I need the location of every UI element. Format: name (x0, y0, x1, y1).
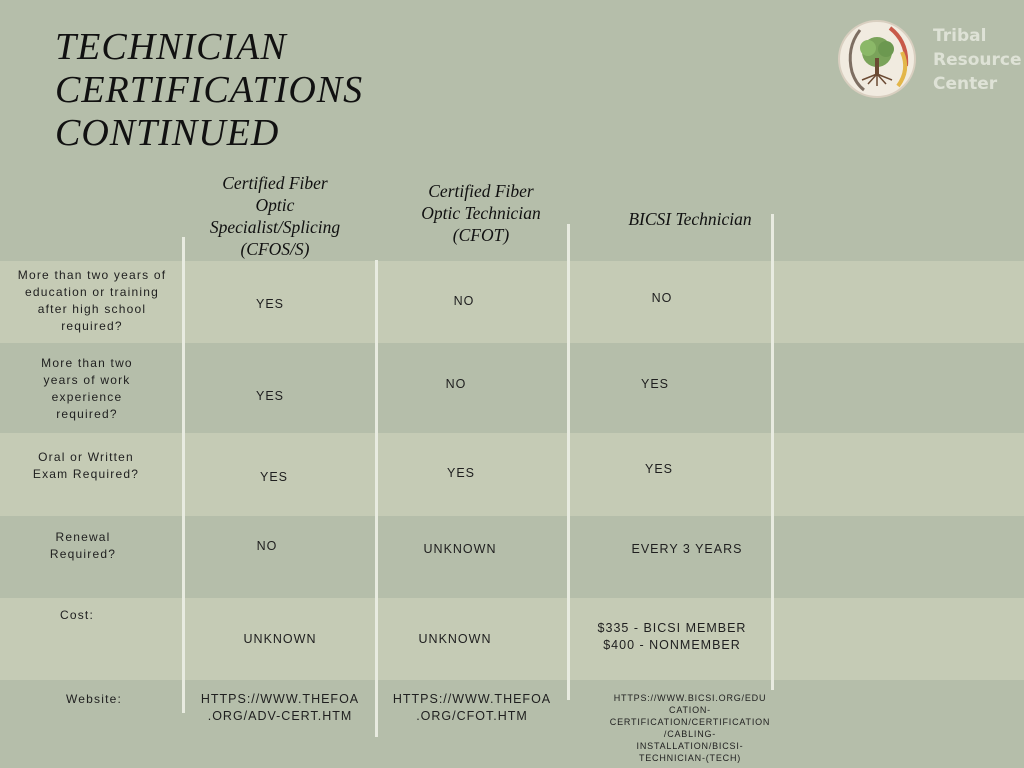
row-label-education: More than two years of education or training after high school required? (17, 268, 167, 333)
tree-logo-icon (838, 20, 916, 98)
column-divider (375, 260, 378, 737)
cell-value: NO (651, 291, 673, 305)
row-label-cost: Cost: (59, 608, 94, 622)
row-band-cost (0, 598, 1024, 680)
logo-text: Tribal Resource Center (933, 26, 1022, 94)
column-header-cfot: Certified Fiber Optic Technician (CFOT) (421, 181, 541, 245)
cell-value: EVERY 3 YEARS (631, 542, 743, 556)
column-divider (771, 214, 774, 690)
cell-value: NO (445, 377, 467, 391)
column-header-cfos: Certified Fiber Optic Specialist/Splicing (CFOS/S) (209, 173, 341, 259)
cell-value: YES (644, 462, 673, 476)
cell-value: YES (259, 470, 288, 484)
column-divider (182, 237, 185, 713)
cell-value: UNKNOWN (418, 632, 492, 646)
cell-value: UNKNOWN (243, 632, 317, 646)
row-label-experience: More than two years of work experience required? (41, 356, 133, 421)
cell-value: UNKNOWN (423, 542, 497, 556)
column-header-bicsi: BICSI Technician (628, 209, 752, 229)
cell-value: YES (446, 466, 475, 480)
cell-value: NO (256, 539, 278, 553)
cell-value: YES (640, 377, 669, 391)
column-divider (567, 224, 570, 700)
page-title: TECHNICIAN CERTIFICATIONS CONTINUED (55, 26, 364, 154)
cell-value: NO (453, 294, 475, 308)
cell-bicsi-cost: $335 - BICSI MEMBER $400 - NONMEMBER (597, 621, 747, 652)
website-link-cfos[interactable]: HTTPS://WWW.THEFOA .ORG/ADV-CERT.HTM (200, 692, 360, 723)
cell-value: YES (255, 389, 284, 403)
row-label-exam: Oral or Written Exam Required? (32, 450, 140, 481)
tribal-resource-center-logo (838, 20, 1024, 102)
row-label-website: Website: (65, 692, 123, 706)
website-link-bicsi[interactable]: HTTPS://WWW.BICSI.ORG/EDU CATION- CERTIFICATION/CERTIFICATION /CABLING- INSTALLATION/BICSI- TECHNICIAN-(TECH) (609, 693, 771, 763)
website-link-cfot[interactable]: HTTPS://WWW.THEFOA .ORG/CFOT.HTM (392, 692, 552, 723)
row-label-renewal: Renewal Required? (49, 530, 117, 561)
cell-value: YES (255, 297, 284, 311)
